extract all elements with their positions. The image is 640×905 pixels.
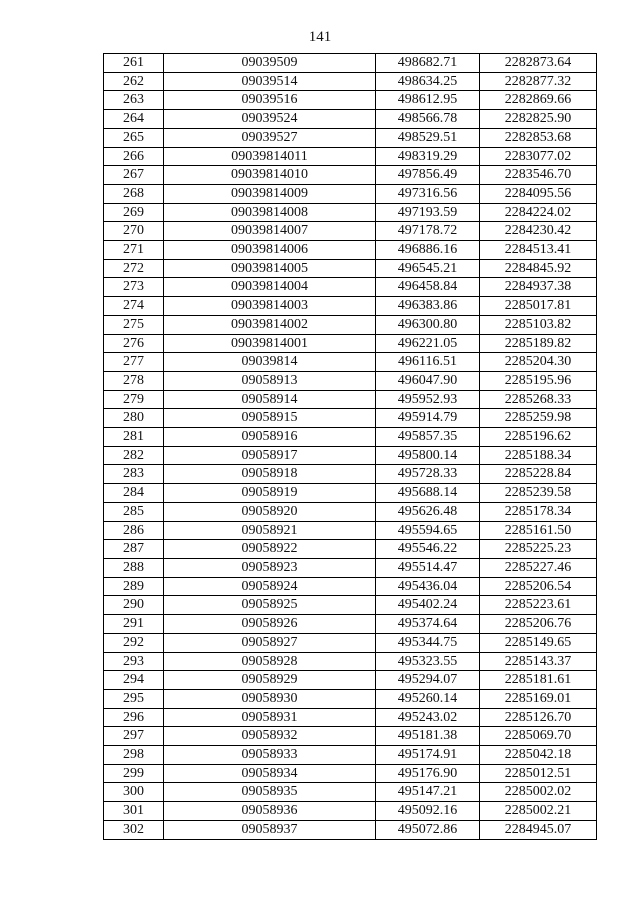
row-index-cell: 300 <box>104 783 164 802</box>
row-index-cell: 275 <box>104 315 164 334</box>
x-coordinate-cell: 495176.90 <box>376 764 480 783</box>
x-coordinate-cell: 495857.35 <box>376 428 480 447</box>
y-coordinate-cell: 2285206.76 <box>480 615 597 634</box>
x-coordinate-cell: 496458.84 <box>376 278 480 297</box>
point-id-cell: 09058936 <box>164 802 376 821</box>
table-row <box>104 128 597 147</box>
point-id-cell: 09039814007 <box>164 222 376 241</box>
x-coordinate-cell: 495688.14 <box>376 484 480 503</box>
row-index-cell: 261 <box>104 54 164 73</box>
point-id-cell: 09058919 <box>164 484 376 503</box>
table-row <box>104 446 597 465</box>
x-coordinate-cell: 496221.05 <box>376 334 480 353</box>
y-coordinate-cell: 2285002.21 <box>480 802 597 821</box>
point-id-cell: 09039814002 <box>164 315 376 334</box>
table-row <box>104 727 597 746</box>
point-id-cell: 09039524 <box>164 110 376 129</box>
y-coordinate-cell: 2285161.50 <box>480 521 597 540</box>
row-index-cell: 263 <box>104 91 164 110</box>
table-body <box>104 54 597 840</box>
x-coordinate-cell: 495344.75 <box>376 633 480 652</box>
x-coordinate-cell: 495294.07 <box>376 671 480 690</box>
point-id-cell: 09058933 <box>164 746 376 765</box>
table-row <box>104 671 597 690</box>
point-id-cell: 09058927 <box>164 633 376 652</box>
y-coordinate-cell: 2282869.66 <box>480 91 597 110</box>
point-id-cell: 09058922 <box>164 540 376 559</box>
y-coordinate-cell: 2285225.23 <box>480 540 597 559</box>
table-row <box>104 297 597 316</box>
point-id-cell: 09058925 <box>164 596 376 615</box>
x-coordinate-cell: 498634.25 <box>376 72 480 91</box>
point-id-cell: 09039814011 <box>164 147 376 166</box>
row-index-cell: 267 <box>104 166 164 185</box>
table-row <box>104 72 597 91</box>
x-coordinate-cell: 495800.14 <box>376 446 480 465</box>
y-coordinate-cell: 2284845.92 <box>480 259 597 278</box>
table-row <box>104 91 597 110</box>
row-index-cell: 298 <box>104 746 164 765</box>
row-index-cell: 262 <box>104 72 164 91</box>
row-index-cell: 289 <box>104 577 164 596</box>
x-coordinate-cell: 495072.86 <box>376 820 480 839</box>
point-id-cell: 09039814005 <box>164 259 376 278</box>
y-coordinate-cell: 2285069.70 <box>480 727 597 746</box>
point-id-cell: 09058937 <box>164 820 376 839</box>
table-row <box>104 278 597 297</box>
point-id-cell: 09058920 <box>164 502 376 521</box>
row-index-cell: 283 <box>104 465 164 484</box>
point-id-cell: 09058918 <box>164 465 376 484</box>
row-index-cell: 276 <box>104 334 164 353</box>
y-coordinate-cell: 2284937.38 <box>480 278 597 297</box>
table-row <box>104 484 597 503</box>
table-row <box>104 502 597 521</box>
x-coordinate-cell: 495952.93 <box>376 390 480 409</box>
row-index-cell: 279 <box>104 390 164 409</box>
table-row <box>104 577 597 596</box>
row-index-cell: 286 <box>104 521 164 540</box>
x-coordinate-cell: 496300.80 <box>376 315 480 334</box>
x-coordinate-cell: 495514.47 <box>376 558 480 577</box>
row-index-cell: 296 <box>104 708 164 727</box>
y-coordinate-cell: 2285126.70 <box>480 708 597 727</box>
table-row <box>104 203 597 222</box>
x-coordinate-cell: 495626.48 <box>376 502 480 521</box>
y-coordinate-cell: 2284945.07 <box>480 820 597 839</box>
point-id-cell: 09058931 <box>164 708 376 727</box>
point-id-cell: 09039527 <box>164 128 376 147</box>
x-coordinate-cell: 497856.49 <box>376 166 480 185</box>
row-index-cell: 288 <box>104 558 164 577</box>
row-index-cell: 282 <box>104 446 164 465</box>
row-index-cell: 277 <box>104 353 164 372</box>
table-row <box>104 820 597 839</box>
row-index-cell: 278 <box>104 371 164 390</box>
y-coordinate-cell: 2285017.81 <box>480 297 597 316</box>
x-coordinate-cell: 495594.65 <box>376 521 480 540</box>
x-coordinate-cell: 498566.78 <box>376 110 480 129</box>
point-id-cell: 09058932 <box>164 727 376 746</box>
y-coordinate-cell: 2285228.84 <box>480 465 597 484</box>
x-coordinate-cell: 496545.21 <box>376 259 480 278</box>
point-id-cell: 09058914 <box>164 390 376 409</box>
row-index-cell: 287 <box>104 540 164 559</box>
row-index-cell: 272 <box>104 259 164 278</box>
table-row <box>104 222 597 241</box>
row-index-cell: 295 <box>104 689 164 708</box>
table-row <box>104 540 597 559</box>
y-coordinate-cell: 2282825.90 <box>480 110 597 129</box>
point-id-cell: 09039814001 <box>164 334 376 353</box>
x-coordinate-cell: 495323.55 <box>376 652 480 671</box>
row-index-cell: 297 <box>104 727 164 746</box>
table-row <box>104 334 597 353</box>
row-index-cell: 293 <box>104 652 164 671</box>
y-coordinate-cell: 2285268.33 <box>480 390 597 409</box>
row-index-cell: 270 <box>104 222 164 241</box>
row-index-cell: 302 <box>104 820 164 839</box>
y-coordinate-cell: 2285042.18 <box>480 746 597 765</box>
x-coordinate-cell: 498319.29 <box>376 147 480 166</box>
y-coordinate-cell: 2284513.41 <box>480 241 597 260</box>
table-row <box>104 315 597 334</box>
table-row <box>104 652 597 671</box>
x-coordinate-cell: 495728.33 <box>376 465 480 484</box>
coordinates-table <box>103 53 597 840</box>
y-coordinate-cell: 2282877.32 <box>480 72 597 91</box>
page-number: 141 <box>308 29 332 45</box>
table-row <box>104 708 597 727</box>
table-row <box>104 353 597 372</box>
x-coordinate-cell: 495402.24 <box>376 596 480 615</box>
x-coordinate-cell: 495914.79 <box>376 409 480 428</box>
point-id-cell: 09039814 <box>164 353 376 372</box>
y-coordinate-cell: 2285149.65 <box>480 633 597 652</box>
point-id-cell: 09058930 <box>164 689 376 708</box>
table-row <box>104 615 597 634</box>
y-coordinate-cell: 2285227.46 <box>480 558 597 577</box>
row-index-cell: 301 <box>104 802 164 821</box>
point-id-cell: 09058913 <box>164 371 376 390</box>
y-coordinate-cell: 2282853.68 <box>480 128 597 147</box>
row-index-cell: 290 <box>104 596 164 615</box>
y-coordinate-cell: 2285002.02 <box>480 783 597 802</box>
x-coordinate-cell: 495546.22 <box>376 540 480 559</box>
table-row <box>104 558 597 577</box>
point-id-cell: 09039514 <box>164 72 376 91</box>
point-id-cell: 09058921 <box>164 521 376 540</box>
table-row <box>104 110 597 129</box>
y-coordinate-cell: 2285169.01 <box>480 689 597 708</box>
y-coordinate-cell: 2284095.56 <box>480 184 597 203</box>
x-coordinate-cell: 495260.14 <box>376 689 480 708</box>
point-id-cell: 09058924 <box>164 577 376 596</box>
table-row <box>104 783 597 802</box>
y-coordinate-cell: 2284224.02 <box>480 203 597 222</box>
row-index-cell: 274 <box>104 297 164 316</box>
y-coordinate-cell: 2284230.42 <box>480 222 597 241</box>
point-id-cell: 09039814008 <box>164 203 376 222</box>
x-coordinate-cell: 495181.38 <box>376 727 480 746</box>
point-id-cell: 09058928 <box>164 652 376 671</box>
table-row <box>104 371 597 390</box>
y-coordinate-cell: 2285181.61 <box>480 671 597 690</box>
table-row <box>104 465 597 484</box>
y-coordinate-cell: 2285223.61 <box>480 596 597 615</box>
x-coordinate-cell: 495243.02 <box>376 708 480 727</box>
row-index-cell: 268 <box>104 184 164 203</box>
point-id-cell: 09039509 <box>164 54 376 73</box>
y-coordinate-cell: 2285178.34 <box>480 502 597 521</box>
x-coordinate-cell: 498612.95 <box>376 91 480 110</box>
row-index-cell: 299 <box>104 764 164 783</box>
y-coordinate-cell: 2285196.62 <box>480 428 597 447</box>
x-coordinate-cell: 495147.21 <box>376 783 480 802</box>
x-coordinate-cell: 497316.56 <box>376 184 480 203</box>
row-index-cell: 292 <box>104 633 164 652</box>
x-coordinate-cell: 495174.91 <box>376 746 480 765</box>
x-coordinate-cell: 497193.59 <box>376 203 480 222</box>
y-coordinate-cell: 2285012.51 <box>480 764 597 783</box>
table-row <box>104 746 597 765</box>
row-index-cell: 291 <box>104 615 164 634</box>
row-index-cell: 273 <box>104 278 164 297</box>
y-coordinate-cell: 2283077.02 <box>480 147 597 166</box>
table-row <box>104 184 597 203</box>
point-id-cell: 09058926 <box>164 615 376 634</box>
x-coordinate-cell: 496886.16 <box>376 241 480 260</box>
row-index-cell: 285 <box>104 502 164 521</box>
point-id-cell: 09039814006 <box>164 241 376 260</box>
table-row <box>104 689 597 708</box>
point-id-cell: 09058929 <box>164 671 376 690</box>
row-index-cell: 269 <box>104 203 164 222</box>
row-index-cell: 266 <box>104 147 164 166</box>
x-coordinate-cell: 498529.51 <box>376 128 480 147</box>
x-coordinate-cell: 497178.72 <box>376 222 480 241</box>
table-row <box>104 521 597 540</box>
row-index-cell: 265 <box>104 128 164 147</box>
table-row <box>104 390 597 409</box>
point-id-cell: 09039516 <box>164 91 376 110</box>
y-coordinate-cell: 2285143.37 <box>480 652 597 671</box>
table-row <box>104 409 597 428</box>
point-id-cell: 09058915 <box>164 409 376 428</box>
point-id-cell: 09058916 <box>164 428 376 447</box>
y-coordinate-cell: 2285188.34 <box>480 446 597 465</box>
point-id-cell: 09058934 <box>164 764 376 783</box>
table-row <box>104 54 597 73</box>
y-coordinate-cell: 2285206.54 <box>480 577 597 596</box>
y-coordinate-cell: 2285103.82 <box>480 315 597 334</box>
y-coordinate-cell: 2283546.70 <box>480 166 597 185</box>
point-id-cell: 09058923 <box>164 558 376 577</box>
x-coordinate-cell: 496116.51 <box>376 353 480 372</box>
row-index-cell: 294 <box>104 671 164 690</box>
x-coordinate-cell: 498682.71 <box>376 54 480 73</box>
point-id-cell: 09039814004 <box>164 278 376 297</box>
x-coordinate-cell: 495092.16 <box>376 802 480 821</box>
point-id-cell: 09039814003 <box>164 297 376 316</box>
x-coordinate-cell: 495374.64 <box>376 615 480 634</box>
table-row <box>104 633 597 652</box>
y-coordinate-cell: 2285259.98 <box>480 409 597 428</box>
y-coordinate-cell: 2282873.64 <box>480 54 597 73</box>
table-row <box>104 166 597 185</box>
row-index-cell: 271 <box>104 241 164 260</box>
point-id-cell: 09039814010 <box>164 166 376 185</box>
table-row <box>104 241 597 260</box>
x-coordinate-cell: 496047.90 <box>376 371 480 390</box>
table-row <box>104 428 597 447</box>
x-coordinate-cell: 495436.04 <box>376 577 480 596</box>
row-index-cell: 264 <box>104 110 164 129</box>
point-id-cell: 09039814009 <box>164 184 376 203</box>
x-coordinate-cell: 496383.86 <box>376 297 480 316</box>
table-row <box>104 147 597 166</box>
row-index-cell: 284 <box>104 484 164 503</box>
y-coordinate-cell: 2285195.96 <box>480 371 597 390</box>
point-id-cell: 09058935 <box>164 783 376 802</box>
y-coordinate-cell: 2285204.30 <box>480 353 597 372</box>
table-row <box>104 259 597 278</box>
y-coordinate-cell: 2285189.82 <box>480 334 597 353</box>
row-index-cell: 281 <box>104 428 164 447</box>
table-row <box>104 764 597 783</box>
y-coordinate-cell: 2285239.58 <box>480 484 597 503</box>
table-row <box>104 596 597 615</box>
point-id-cell: 09058917 <box>164 446 376 465</box>
table-row <box>104 802 597 821</box>
row-index-cell: 280 <box>104 409 164 428</box>
